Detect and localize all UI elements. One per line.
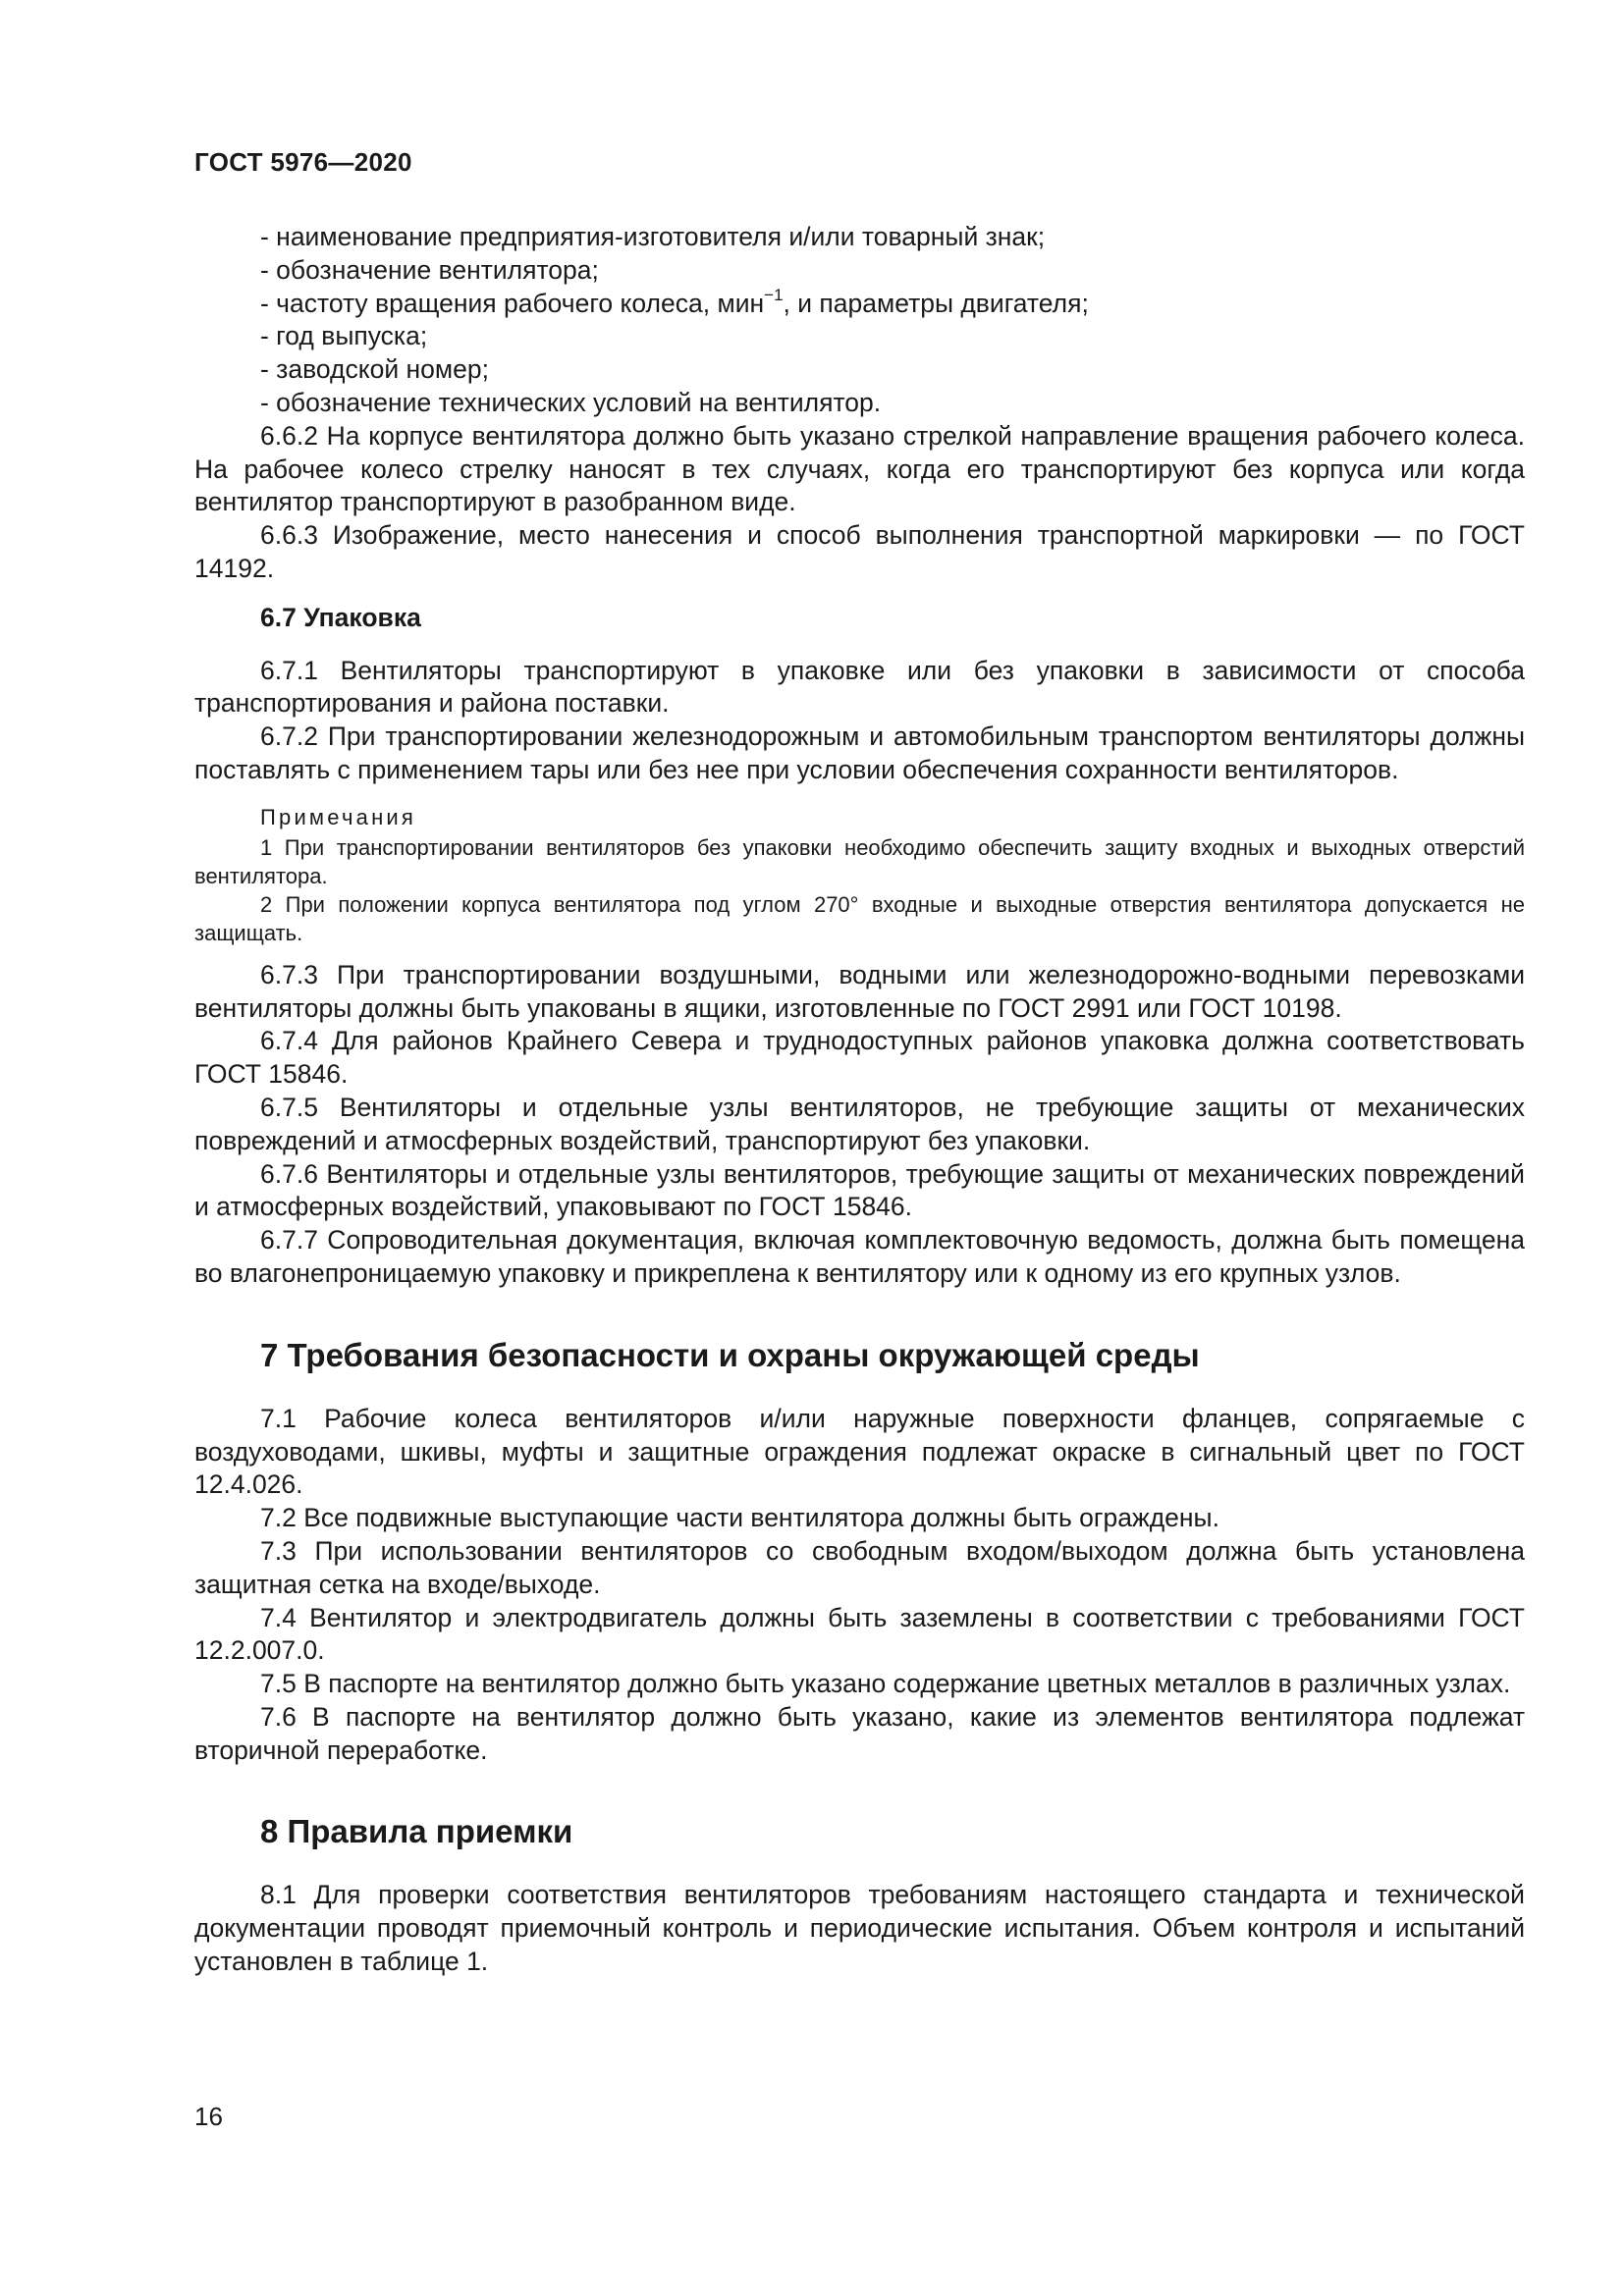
- paragraph-6-7-2: 6.7.2 При транспортировании железнодорожным и автомобильным транспортом вентиляторы должны поставлять с применением тары или без нее при условии обеспечения сохранности вентиляторов.: [194, 721, 1525, 784]
- notes-title: Примечания: [260, 804, 417, 829]
- paragraph-6-7-5: 6.7.5 Вентиляторы и отдельные узлы вентиляторов, не требующие защиты от механических повреждений и атмосферных воздействий, транспортируют без упаковки.: [194, 1092, 1525, 1155]
- page-number: 16: [194, 2102, 223, 2131]
- paragraph-8-1: 8.1 Для проверки соответствия вентиляторов требованиям настоящего стандарта и технической документации проводят приемочный контроль и периодические испытания. Объем контроля и испытаний установлен в таблице 1.: [194, 1880, 1525, 1977]
- paragraph-7-2: 7.2 Все подвижные выступающие части вентилятора должны быть ограждены.: [260, 1503, 1219, 1533]
- list-item: - обозначение вентилятора;: [260, 254, 599, 285]
- list-item-frequency: [194, 285, 1525, 321]
- paragraph-6-7-1: 6.7.1 Вентиляторы транспортируют в упаковке или без упаковки в зависимости от способа транспортирования и района поставки.: [194, 655, 1525, 719]
- frequency-text: - частоту вращения рабочего колеса, мин: [260, 288, 765, 318]
- note-item: 2 При положении корпуса вентилятора под углом 270° входные и выходные отверстия вентилятора допускается не защищать.: [194, 891, 1525, 945]
- section-heading-8: 8 Правила приемки: [260, 1813, 573, 1850]
- paragraph-7-6: 7.6 В паспорте на вентилятор должно быть указано, какие из элементов вентилятора подлежат вторичной переработке.: [194, 1701, 1525, 1765]
- paragraph-7-4: 7.4 Вентилятор и электродвигатель должны быть заземлены в соответствии с требованиями ГОСТ 12.2.007.0.: [194, 1602, 1525, 1666]
- frequency-text-tail: , и параметры двигателя;: [783, 288, 1089, 318]
- list-item: - наименование предприятия-изготовителя и/или товарный знак;: [260, 222, 1046, 251]
- section-heading-7: 7 Требования безопасности и охраны окружающей среды: [260, 1336, 1200, 1373]
- paragraph-6-6-3: 6.6.3 Изображение, место нанесения и способ выполнения транспортной маркировки — по ГОСТ 14192.: [194, 520, 1525, 583]
- paragraph-6-7-3: 6.7.3 При транспортировании воздушными, водными или железнодорожно-водными перевозками вентиляторы должны быть упакованы в ящики, изготовленные по ГОСТ 2991 или ГОСТ 10198.: [194, 959, 1525, 1023]
- paragraph-6-7-4: 6.7.4 Для районов Крайнего Севера и труднодоступных районов упаковка должна соответствовать ГОСТ 15846.: [194, 1026, 1525, 1090]
- paragraph-7-1: 7.1 Рабочие колеса вентиляторов и/или наружные поверхности фланцев, сопрягаемые с воздуховодами, шкивы, муфты и защитные ограждения подлежат окраске в сигнальный цвет по ГОСТ 12.4.026.: [194, 1403, 1525, 1500]
- paragraph-7-3: 7.3 При использовании вентиляторов со свободным входом/выходом должна быть установлена защитная сетка на входе/выходе.: [194, 1535, 1525, 1599]
- standard-header: ГОСТ 5976—2020: [194, 147, 412, 177]
- page-content: [194, 221, 1525, 1979]
- notes-block: [194, 803, 1525, 947]
- paragraph-6-6-2: 6.6.2 На корпусе вентилятора должно быть указано стрелкой направление вращения рабочего колеса. На рабочее колесо стрелку наносят в тех случаях, когда его транспортируют без корпуса или когда вентилятор транспортируют в разобранном виде.: [194, 420, 1525, 517]
- list-item: - обозначение технических условий на вентилятор.: [260, 387, 882, 417]
- paragraph-7-5: 7.5 В паспорте на вентилятор должно быть указано содержание цветных металлов в различных узлах.: [260, 1669, 1511, 1699]
- subsection-heading-6-7: 6.7 Упаковка: [260, 602, 421, 632]
- paragraph-6-7-6: 6.7.6 Вентиляторы и отдельные узлы вентиляторов, требующие защиты от механических повреждений и атмосферных воздействий, упаковывают по ГОСТ 15846.: [194, 1158, 1525, 1222]
- note-item: 1 При транспортировании вентиляторов без упаковки необходимо обеспечить защиту входных и выходных отверстий вентилятора.: [194, 834, 1525, 888]
- exponent: −1: [764, 285, 784, 304]
- list-item: - год выпуска;: [260, 321, 428, 351]
- list-item: - заводской номер;: [260, 354, 489, 385]
- paragraph-6-7-7: 6.7.7 Сопроводительная документация, включая комплектовочную ведомость, должна быть помещена во влагонепроницаемую упаковку и прикреплена к вентилятору или к одному из его крупных узлов.: [194, 1225, 1525, 1288]
